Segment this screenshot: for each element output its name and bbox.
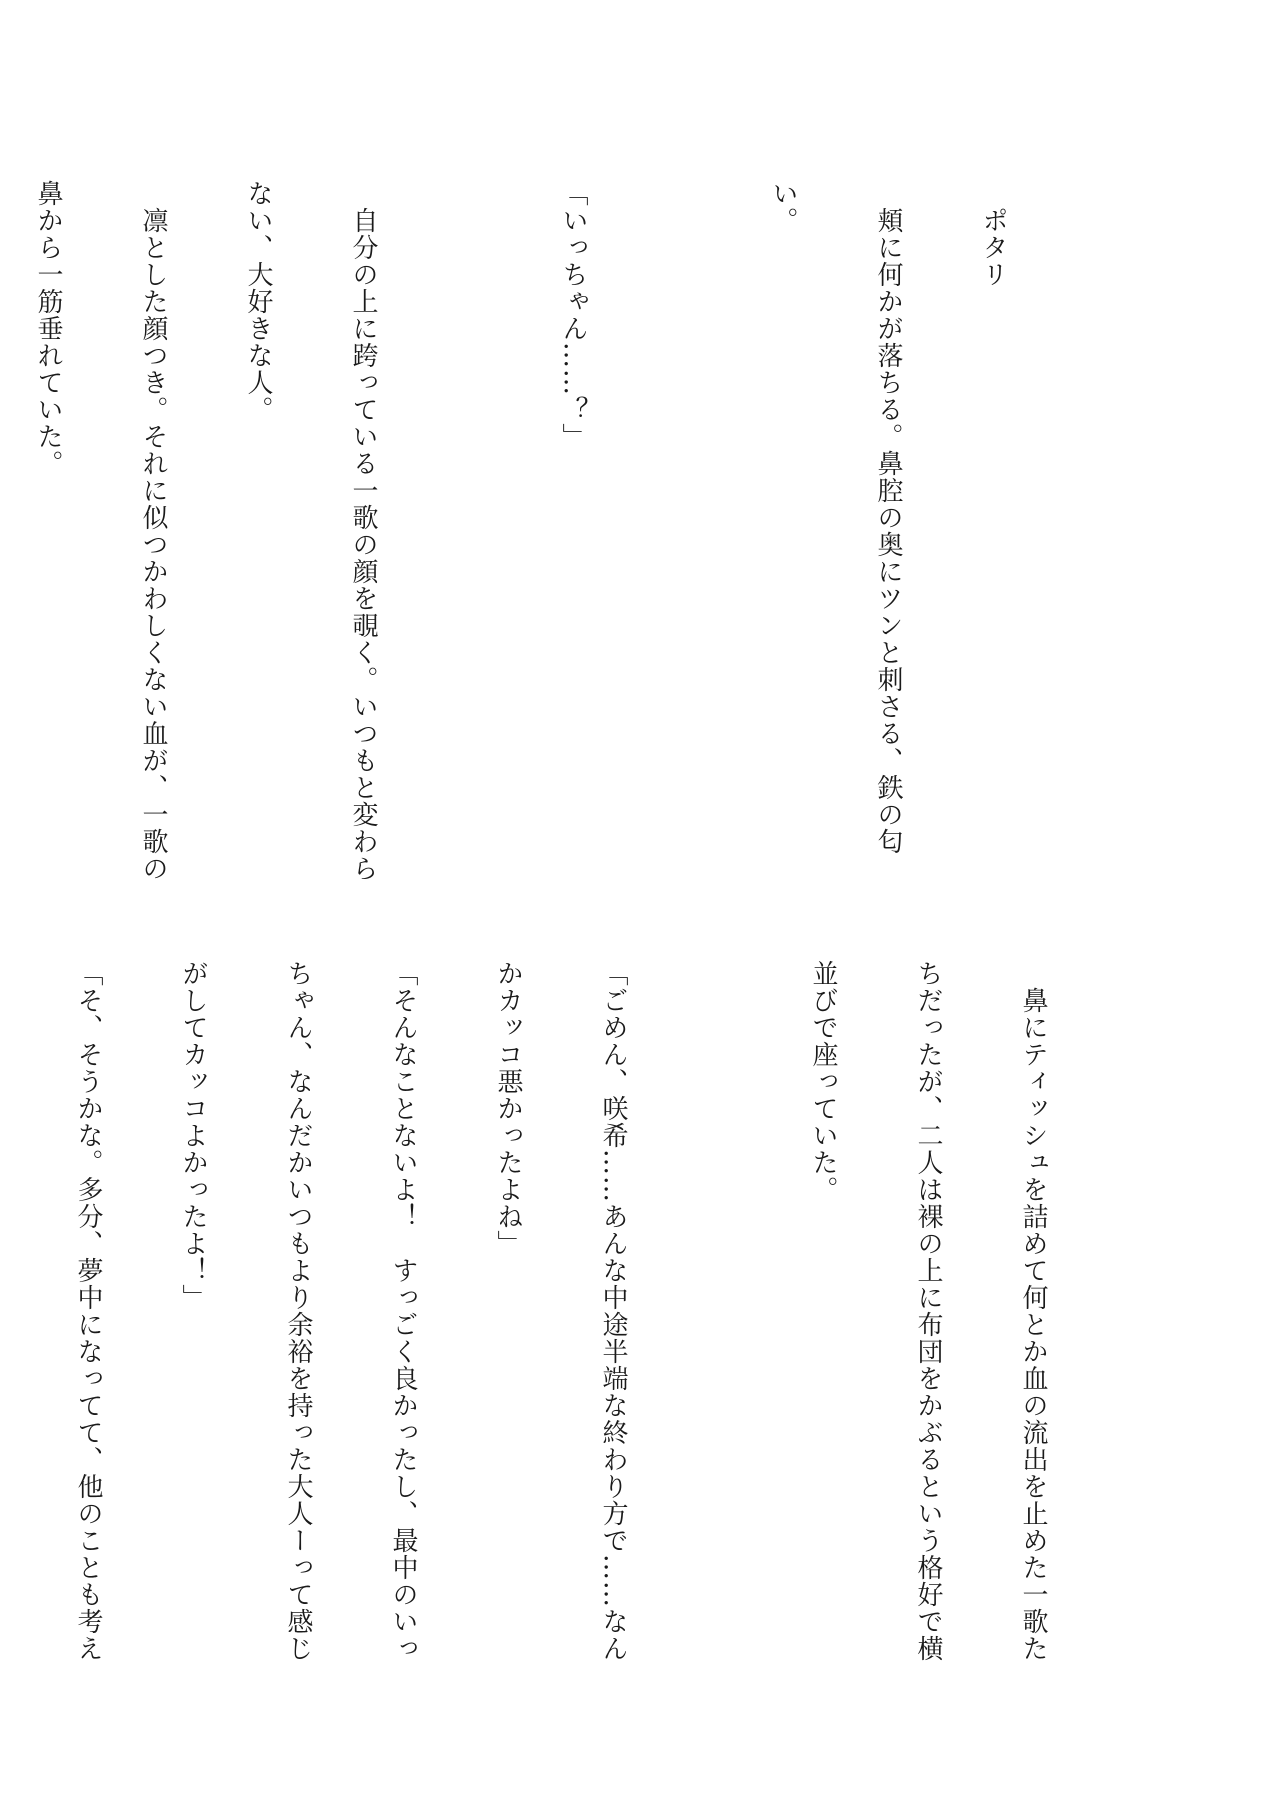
text-line: 鼻から一筋垂れていた。 (33, 180, 63, 477)
text-line (660, 180, 695, 870)
top-text-block (0, 180, 1080, 882)
text-line: ちだったが、二人は裸の上に布団をかぶるという格好で横 (913, 960, 943, 1662)
dialogue-line: ちゃん、なんだかいつもより余裕を持った大人ーって感じ (283, 960, 313, 1662)
text-line: 頬に何かが落ちる。鼻腔の奥にツンと刺さる、鉄の匂 (873, 180, 903, 855)
text-line: 並びで座っていた。 (808, 960, 838, 1203)
text-line: ない、大好きな人。 (243, 180, 273, 423)
text-line (700, 960, 735, 1660)
text-line: 自分の上に跨っている一歌の顔を覗く。いつもと変わら (348, 180, 378, 882)
text-line: 凛とした顔つき。それに似つかわしくない血が、一歌の (138, 180, 168, 882)
dialogue-line: かカッコ悪かったよね」 (493, 960, 523, 1257)
dialogue-line: 「そんなことないよ！ すっごく良かったし、最中のいっ (388, 960, 418, 1662)
dialogue-line: 「いっちゃん……？」 (558, 180, 588, 450)
bottom-text-block (0, 960, 1120, 1660)
text-line (450, 180, 485, 870)
text-line: ポタリ (978, 180, 1008, 288)
text-line: い。 (768, 180, 798, 234)
dialogue-line: 「ごめん、咲希……あんな中途半端な終わり方で……なん (598, 960, 628, 1662)
text-line: 鼻にティッシュを詰めて何とか血の流出を止めた一歌た (1018, 960, 1048, 1662)
dialogue-line: 「そ、そうかな。多分、夢中になってて、他のことも考え (73, 960, 103, 1662)
dialogue-line: がしてカッコよかったよ！」 (178, 960, 208, 1311)
